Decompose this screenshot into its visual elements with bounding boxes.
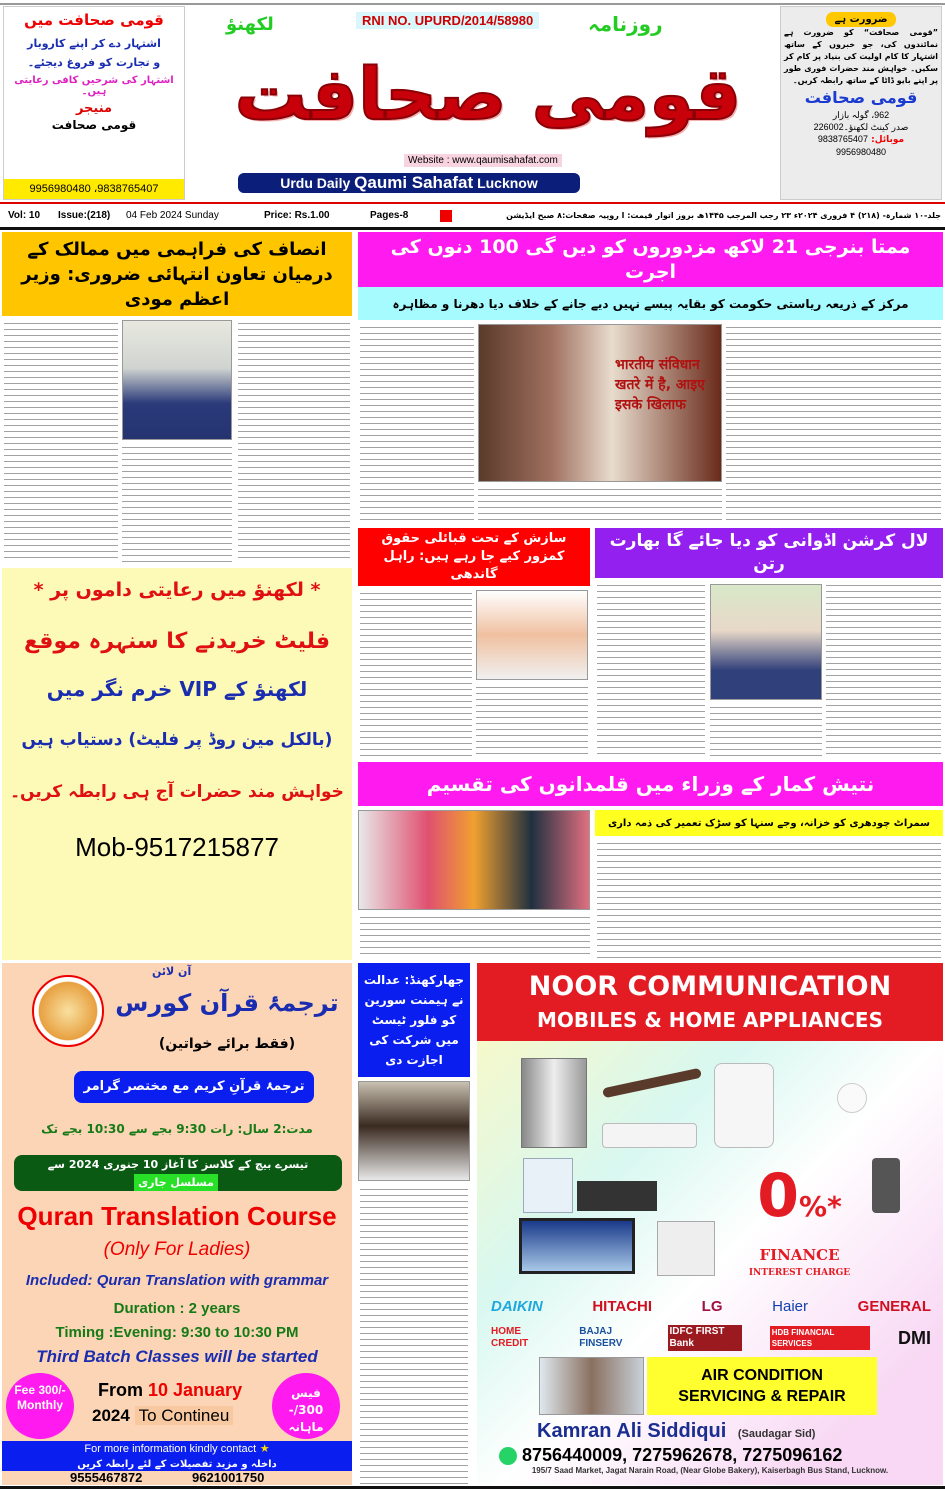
price: Price: Rs.1.00 [264,210,330,221]
red-marker [440,210,452,222]
fee-badge-english: Fee 300/- Monthly [6,1373,74,1439]
brand-home-credit: HOME CREDIT [491,1326,529,1349]
percent-sign: %* [799,1190,842,1223]
left-box-paper: قومی صحافت [51,118,137,132]
owner-name: Kamran Ali Siddiqui [537,1420,727,1442]
flat-ad-mobile: Mob-9517215877 [75,832,279,862]
rni-number: RNI NO. UPURD/2014/58980 [356,12,539,29]
interest-charge-label: INTEREST CHARGE [748,1268,851,1278]
quran-title-urdu: ترجمۂ قرآن کورس [115,989,339,1017]
modi-photo [122,320,232,440]
washing-machine-image [657,1221,715,1276]
from-label: From [98,1380,143,1400]
online-label: آن لائن [152,965,192,978]
flat-advertisement [2,568,352,960]
timing-urdu: مدت:2 سال: رات 9:30 بجے سے 10:30 بجے تک [41,1122,313,1136]
included-text: Included: Quran Translation with grammar [25,1272,329,1289]
contact-urdu: داخلہ و مزید تفصیلات کے لئے رابطہ کریں [77,1459,277,1470]
nitish-subhead: سمراٹ چودھری کو خزانہ، وجے سنہا کو سڑک تعمیر کی ذمہ داری [595,810,943,836]
contact-bar [2,1441,352,1471]
timing-text: Timing :Evening: 9:30 to 10:30 PM [55,1324,299,1341]
phone-row [499,1444,842,1466]
contact-phone: 9621001750 [192,1470,265,1485]
noor-phones: 8756440009, 7275962678, 7275096162 [522,1445,843,1465]
tv-image [519,1218,635,1274]
article-body-text [360,1186,468,1484]
article-body-text [360,324,474,522]
contact-english: For more information kindly contact [84,1443,257,1455]
flat-ad-line: فلیٹ خریدنے کا سنہرہ موقع [24,629,330,654]
title-main: Qaumi Sahafat [354,173,474,192]
cooler-image [714,1063,774,1148]
article-body-text [238,320,350,562]
roznama-label: روزنامہ [588,12,663,36]
brand-idfc: IDFC FIRST Bank [668,1325,742,1351]
article-body-text [597,840,941,958]
bottom-rule [0,1486,945,1489]
start-year [92,1405,233,1427]
ladies-only-urdu: (فقط برائے خواتین) [158,1036,296,1052]
batch-text: Third Batch Classes will be started [36,1347,318,1366]
mobile-number: 9838765407 [817,134,868,144]
nitish-photo [358,810,590,910]
brand-dmi: DMI [898,1328,931,1348]
mobile-label: موبائل: [871,135,905,145]
star-icon: ★ [259,1442,270,1455]
urdu-dateline: جلد-۱۰ شمارہ- (۲۱۸) ۴ فروری ۲۰۲۴ء ۲۳ رجب المرجب ۱۴۴۵ھ بروز اتوار قیمت: ا روپیہ صفحات:۸ صبح ایڈیشن [506,211,941,220]
zero-finance-badge [732,1163,867,1288]
article-body-text [710,704,822,758]
modi-headline: انصاف کی فراہمی میں ممالک کے درمیان تعاون انتہائی ضروری: وزیر اعظم مودی [2,232,352,316]
ac-service-banner: AIR CONDITION SERVICING & REPAIR [647,1357,877,1415]
quran-icon [32,975,104,1047]
city-label: لکھنؤ [226,14,274,35]
wanted-text: ”قومی صحافت“ کو ضرورت ہے نمائندوں کی، جو خبروں کے ساتھ اشتہار کا کام اولیت کی بنیاد پر کام کر سکیں۔ خواہش مند حضرات فوری طور پر اپنے بایو ڈاٹا کے ساتھ رابطہ کریں۔ [784,28,938,85]
dateline-rule [0,227,945,230]
article-body-text [478,486,722,522]
flat-ad-line: خواہش مند حضرات آج ہی رابطہ کریں۔ [10,782,344,802]
ladies-only-english: (Only For Ladies) [103,1239,251,1260]
right-box-brand: قومی صحافت [804,88,918,107]
whatsapp-icon [499,1447,517,1465]
article-body-text [726,324,941,522]
speaker-image [577,1181,657,1211]
brand-bajaj: BAJAJ FINSERV [579,1326,623,1349]
article-body-text [360,590,472,758]
owner-alias: (Saudagar Sid) [737,1428,816,1440]
date: 04 Feb 2024 Sunday [126,210,219,221]
article-body-text [4,320,118,562]
header-rule [0,202,945,204]
wanted-badge: ضرورت ہے [826,12,895,27]
bulb-image [837,1083,867,1113]
zero-percent-row [732,1163,867,1244]
flat-ad-line: * لکھنؤ میں رعایتی داموں پر * [33,579,321,601]
fan-image [602,1068,702,1099]
dateline [0,206,945,226]
website: Website : www.qaumisahafat.com [404,154,562,167]
batch-urdu: تیسرے بیچ کے کلاسز کا آغاز 10 جنوری 2024 سے [47,1157,309,1171]
article-body-text [476,684,588,758]
ac-technician-photo [539,1357,644,1415]
article-body-text [597,582,705,758]
english-title-bar [238,173,580,193]
purifier-image [523,1158,573,1213]
noor-banner [477,963,943,1041]
continue-label: To Contineu [135,1406,234,1425]
address-line: صدر کینٹ لکھنؤ۔226002 [813,122,909,132]
mamata-subhead: مرکز کے ذریعہ ریاستی حکومت کو بقایہ پیسے نہیں دیے جانے کے خلاف دیا دھرنا و مظاہرہ [358,287,943,320]
batch-banner-urdu [14,1155,342,1191]
left-box-phones: 9956980480 ،9838765407 [4,179,184,199]
noor-title: NOOR COMMUNICATION [528,971,892,1002]
address-line: 962، گولہ بازار [832,110,890,120]
from-date: 10 January [148,1380,243,1400]
mamata-headline: ممتا بنرجی 21 لاکھ مزدوروں کو دیں گی 100 دنوں کی اجرت [358,232,943,287]
pages: Pages-8 [370,210,409,221]
owner-name-row [537,1419,815,1446]
zero-digit: 0 [757,1161,800,1231]
article-body-text [360,914,590,958]
title-suffix: Lucknow [477,175,538,191]
photo-sign: भारतीय संविधान खतरे में है, आइए इसके खिलाफ [615,357,705,413]
noor-subtitle: MOBILES & HOME APPLIANCES [537,1008,883,1032]
left-box-manager: منیجر [75,101,113,116]
appliance-brands [491,1297,931,1317]
start-date [98,1379,242,1401]
rahul-photo [476,590,588,680]
hemant-photo [358,1081,470,1181]
brand-daikin: DAIKIN [491,1298,543,1315]
noor-communication-advertisement [477,963,943,1485]
left-box-line: اشتہار کی شرحیں کافی رعایتی ہیں۔ [14,75,174,97]
left-box-line: و تجارت کو فروغ دیجئے۔ [27,56,161,69]
brand-haier: Haier [772,1298,809,1315]
article-body-text [826,582,941,758]
left-box-heading: قومی صحافت میں [24,11,164,29]
nitish-headline: نتیش کمار کے وزراء میں قلمدانوں کی تقسیم [358,762,943,806]
left-box-line: اشتہار دے کر اپنے کاروبار [27,37,161,50]
finance-label: FINANCE [759,1246,840,1264]
ac-image [602,1123,697,1148]
advani-photo [710,584,822,700]
issue: Issue:(218) [58,210,111,221]
flat-ad-line: (بالکل مین روڈ پر فلیٹ) دستیاب ہیں [21,730,333,750]
brand-general: GENERAL [857,1298,931,1315]
masthead-logo: قومی صحافت [234,52,742,136]
article-body-text [122,444,232,562]
masthead [188,6,778,200]
duration-text: Duration : 2 years [113,1300,241,1317]
flat-ad-line: لکھنؤ کے VIP خرم نگر میں [46,677,308,701]
finance-brands [491,1323,931,1353]
brand-hdb: HDB FINANCIAL SERVICES [770,1326,870,1350]
advani-headline: لال کرشن اڈوانی کو دیا جائے گا بھارت رتن [595,528,943,578]
brand-hitachi: HITACHI [592,1298,653,1315]
year-label: 2024 [92,1406,130,1425]
quran-title-english: Quran Translation Course [17,1201,337,1231]
mobile-number: 9956980480 [835,147,887,157]
volume: Vol: 10 [8,210,41,221]
quran-course-advertisement [2,963,352,1485]
noor-address: 195/7 Saad Market, Jagat Narain Road, (Near Globe Bakery), Kaiserbagh Bus Stand, Lucknow. [531,1466,889,1475]
brand-lg: LG [701,1298,723,1315]
title-prefix: Urdu Daily [280,175,351,191]
contact-phone: 9555467872 [70,1470,143,1485]
top-rule [0,3,945,5]
continuing-urdu: مسلسل جاری [134,1174,218,1191]
fridge-image [521,1058,587,1148]
fee-badge-urdu: فیس 300/- ماہانہ [272,1373,340,1439]
jharkhand-headline: جھارکھنڈ: عدالت نے ہیمنت سورین کو فلور ٹیسٹ میں شرکت کی اجازت دی [358,963,470,1077]
right-box [780,6,942,200]
quran-banner: ترجمۂ قرآنِ کریم مع مختصر گرامر [74,1071,314,1103]
mamata-photo [478,324,722,482]
rahul-headline: سازش کے تحت قبائلی حقوق کمزور کیے جا رہے ہیں: راہل گاندھی [358,528,590,586]
mixer-image [872,1158,900,1213]
mobile-row [781,133,941,146]
left-ad-box [3,6,185,200]
